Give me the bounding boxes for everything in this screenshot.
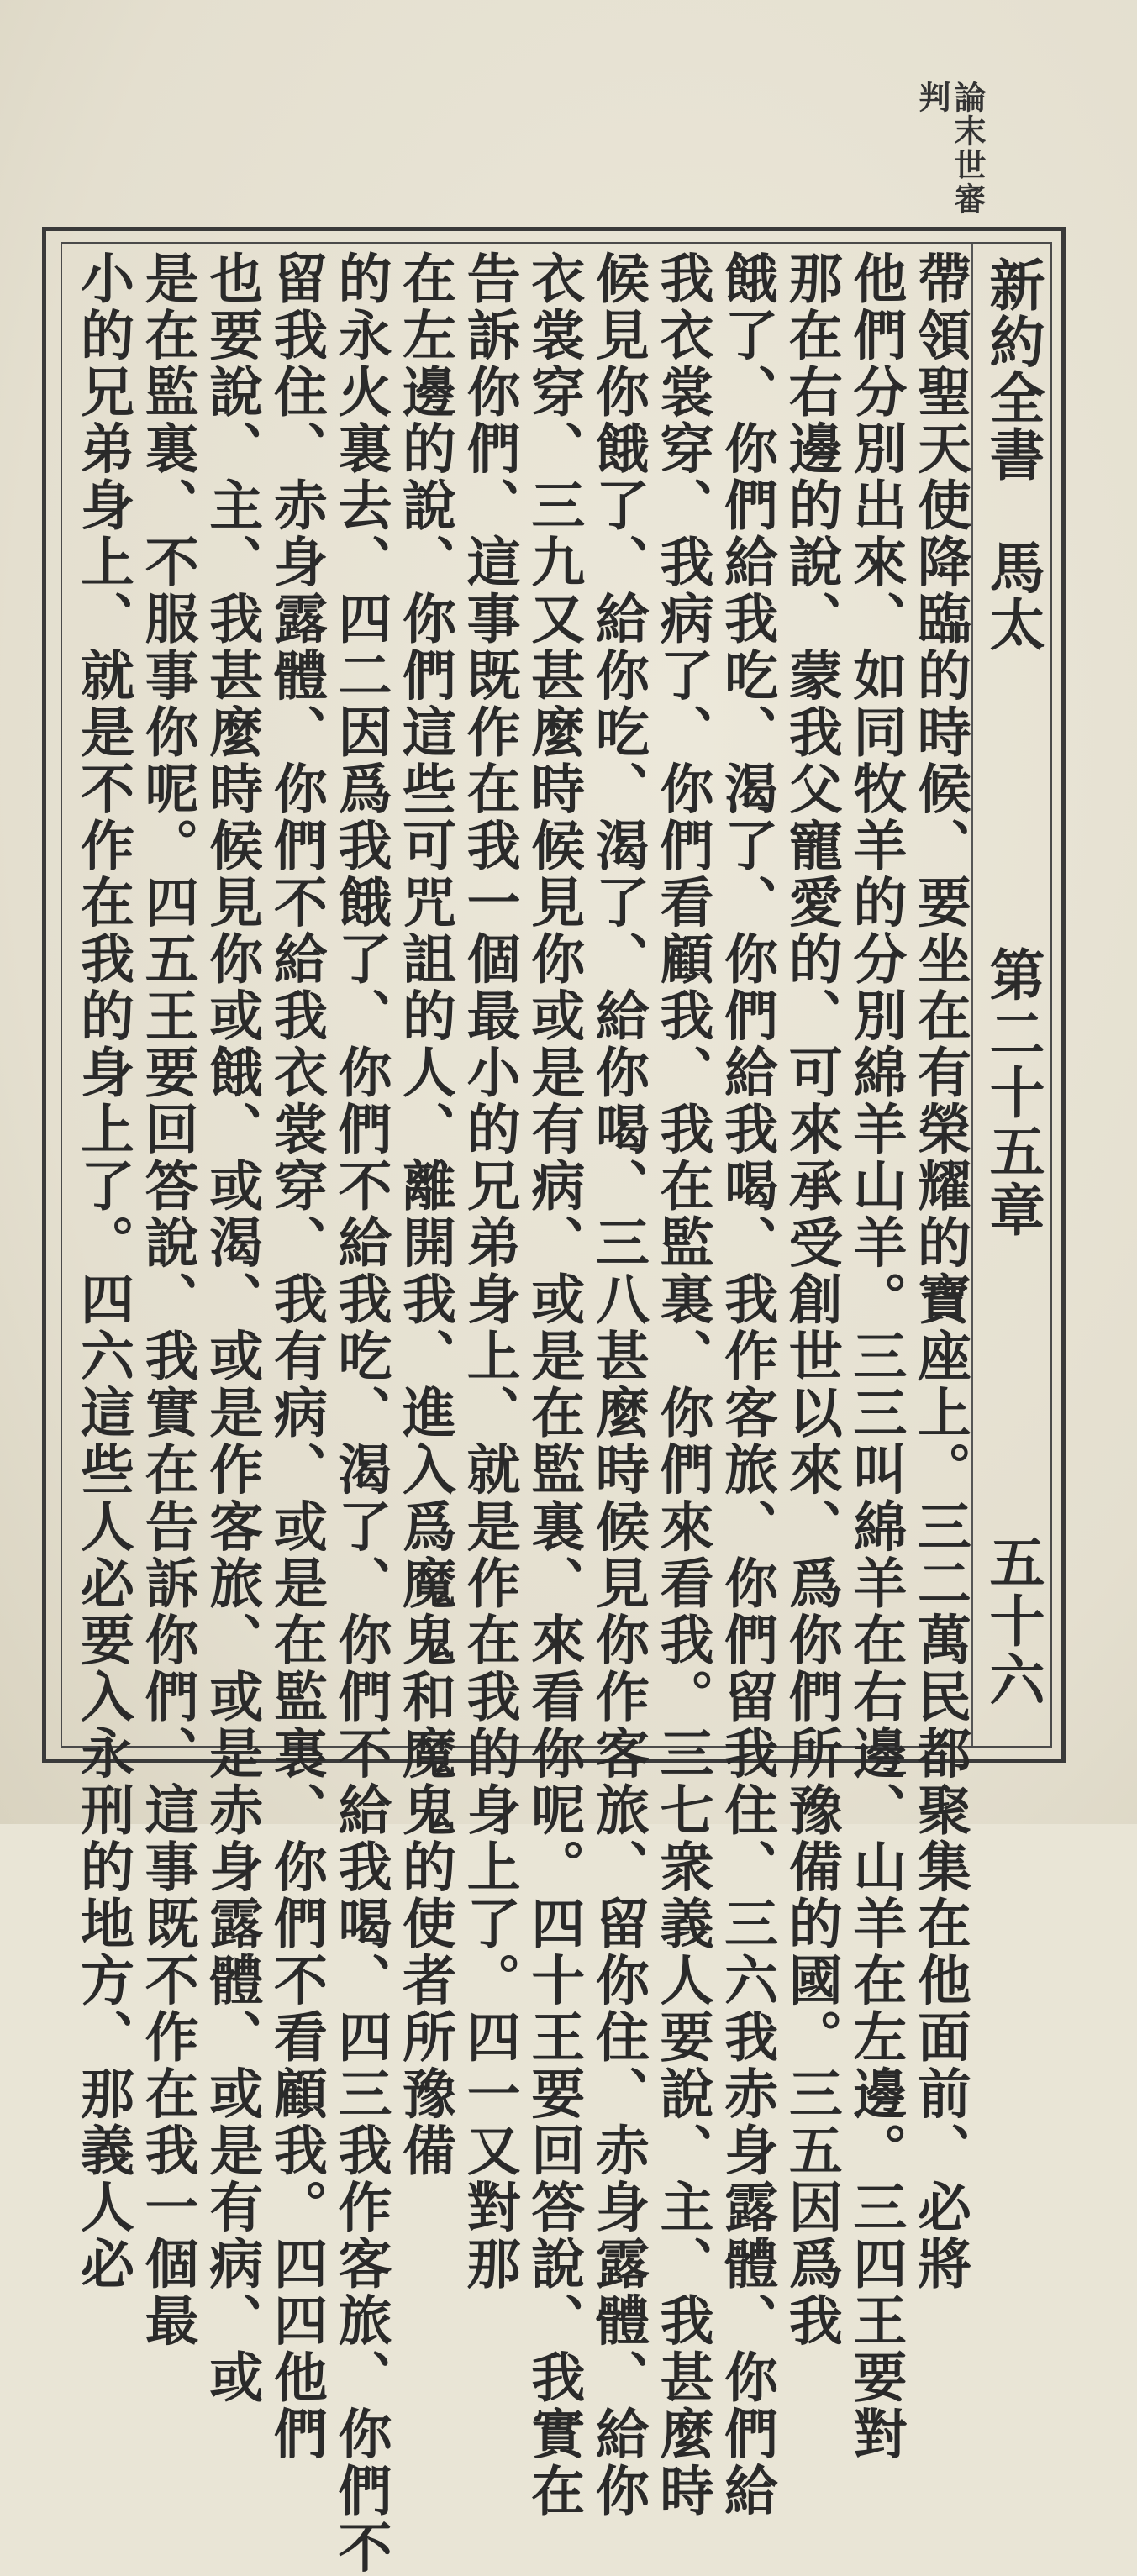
header-divider [971,244,973,1746]
page-header [980,256,1045,1710]
text-column: 帶領聖天使降臨的時候、要坐在有榮耀的寶座上。三二萬民都聚集在他面前、必將 [908,250,971,2293]
text-column: 是在監裏、不服事你呢。四五王要回答說、我實在告訴你們、這事既不作在我一個最 [135,250,199,2350]
text-column: 那在右邊的說、蒙我父寵愛的、可來承受創世以來、爲你們所豫備的國。三五因爲我 [779,250,843,2350]
text-column: 告訴你們、這事既作在我一個最小的兄弟身上、就是作在我的身上了。四一又對那 [457,250,521,2293]
text-column: 衣裳穿、三九又甚麼時候見你或是有病、或是在監裏、來看你呢。四十王要回答說、我實在 [522,250,586,2520]
running-head [913,81,987,217]
scripture-text [71,250,971,2576]
text-column: 候見你餓了、給你吃、渴了、給你喝、三八甚麼時候見你作客旅、留你住、赤身露體、給你 [586,250,650,2520]
book-title: 新約全書 馬太 [980,256,1045,653]
chapter-label: 第二十五章 [980,945,1045,1240]
text-column: 小的兄弟身上、就是不作在我的身上了。四六這些人必要入永刑的地方、那義人必 [71,250,134,2293]
text-column: 我衣裳穿、我病了、你們看顧我、我在監裏、你們來看我。三七衆義人要說、主、我甚麼時 [650,250,714,2520]
text-column: 他們分別出來、如同牧羊的分別綿羊山羊。三三叫綿羊在右邊、山羊在左邊。三四王要對 [844,250,908,2463]
text-column: 在左邊的說、你們這些可咒詛的人、離開我、進入爲魔鬼和魔鬼的使者所豫備 [393,250,457,2179]
text-column: 留我住、赤身露體、你們不給我衣裳穿、我有病、或是在監裏、你們不看顧我。四四他們 [264,250,328,2463]
text-column: 餓了、你們給我吃、渴了、你們給我喝、我作客旅、你們留我住、三六我赤身露體、你們給 [715,250,779,2520]
running-head-title: 論末世審 [949,81,987,217]
text-column: 的永火裏去、四二因爲我餓了、你們不給我吃、渴了、你們不給我喝、四三我作客旅、你們不 [329,250,392,2576]
running-head-title-cont: 判 [913,81,951,115]
page-number: 五十六 [980,1533,1045,1710]
text-column: 也要說、主、我甚麼時候見你或餓、或渴、或是作客旅、或是赤身露體、或是有病、或 [200,250,264,2406]
